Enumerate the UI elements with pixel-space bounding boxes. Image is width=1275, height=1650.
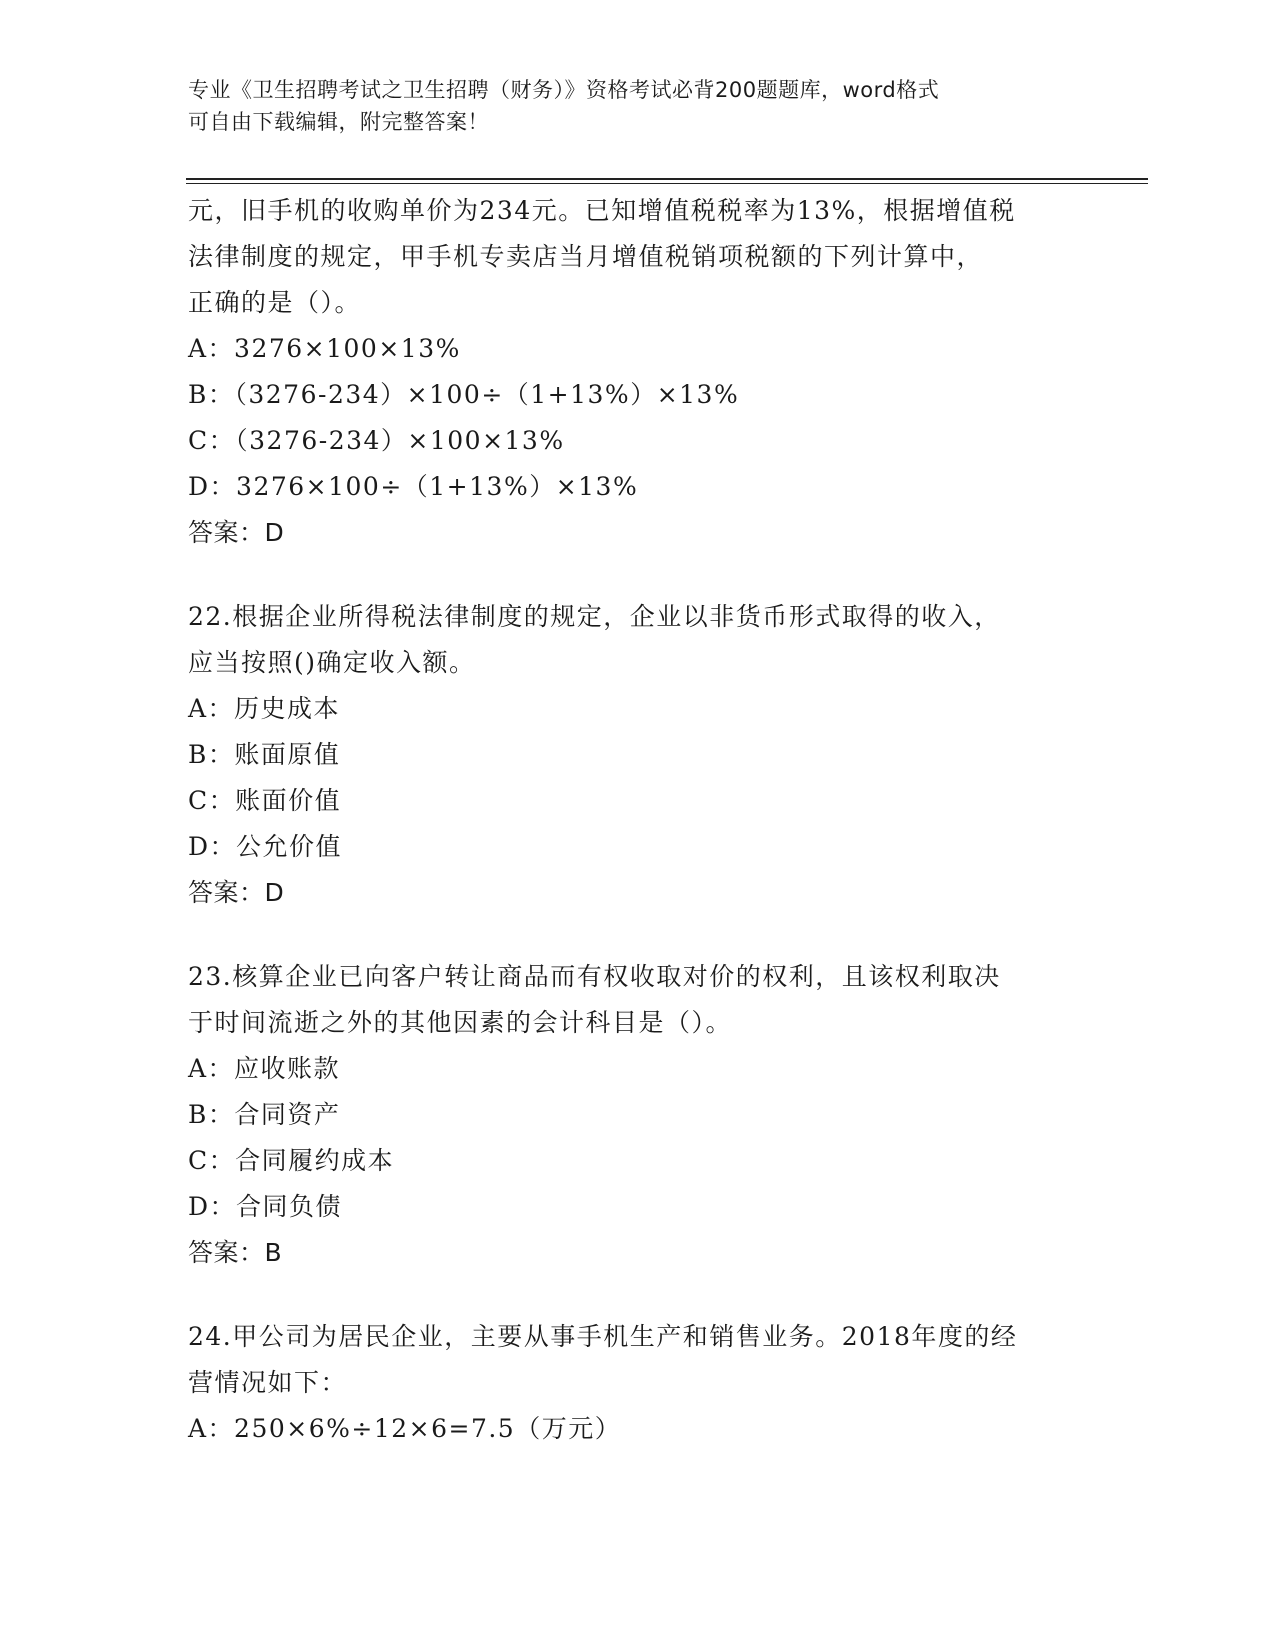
- option-d: D：合同负债: [188, 1192, 343, 1221]
- question-23: [188, 954, 1088, 1276]
- option-d: D：3276×100÷（1+13%）×13%: [188, 472, 639, 501]
- spacer: [188, 916, 1088, 954]
- question-text-line: 元，旧手机的收购单价为234元。已知增值税税率为13%，根据增值税: [188, 196, 1016, 225]
- question-21: [188, 188, 1088, 556]
- question-text-line: 法律制度的规定，甲手机专卖店当月增值税销项税额的下列计算中，: [188, 242, 984, 271]
- option-b: B：合同资产: [188, 1100, 341, 1129]
- header-line-2: 可自由下载编辑，附完整答案！: [188, 110, 489, 134]
- header-divider: [186, 178, 1148, 184]
- question-24: [188, 1314, 1088, 1452]
- answer: 答案：B: [188, 1238, 283, 1267]
- option-b: B：（3276-234）×100÷（1+13%）×13%: [188, 380, 740, 409]
- option-b: B：账面原值: [188, 740, 341, 769]
- question-text-line: 应当按照()确定收入额。: [188, 648, 476, 677]
- spacer: [188, 556, 1088, 594]
- header-line-1: 专业《卫生招聘考试之卫生招聘（财务）》资格考试必背200题题库，word格式: [188, 78, 940, 102]
- spacer: [188, 1276, 1088, 1314]
- document-body: [188, 188, 1088, 1452]
- option-d: D：公允价值: [188, 832, 343, 861]
- question-text-line: 23.核算企业已向客户转让商品而有权收取对价的权利，且该权利取决: [188, 962, 1001, 991]
- question-text-line: 正确的是（）。: [188, 288, 362, 317]
- question-text-line: 22.根据企业所得税法律制度的规定，企业以非货币形式取得的收入，: [188, 602, 1001, 631]
- option-a: A：250×6%÷12×6=7.5（万元）: [188, 1414, 622, 1443]
- option-c: C：账面价值: [188, 786, 342, 815]
- question-text-line: 营情况如下：: [188, 1368, 348, 1397]
- answer: 答案：D: [188, 878, 285, 907]
- option-a: A：应收账款: [188, 1054, 341, 1083]
- answer: 答案：D: [188, 518, 285, 547]
- option-a: A：历史成本: [188, 694, 341, 723]
- option-c: C：（3276-234）×100×13%: [188, 426, 565, 455]
- option-a: A：3276×100×13%: [188, 334, 461, 363]
- option-c: C：合同履约成本: [188, 1146, 395, 1175]
- question-22: [188, 594, 1088, 916]
- question-text-line: 于时间流逝之外的其他因素的会计科目是（）。: [188, 1008, 733, 1037]
- question-text-line: 24.甲公司为居民企业，主要从事手机生产和销售业务。2018年度的经: [188, 1322, 1018, 1351]
- page-header: [188, 74, 1068, 138]
